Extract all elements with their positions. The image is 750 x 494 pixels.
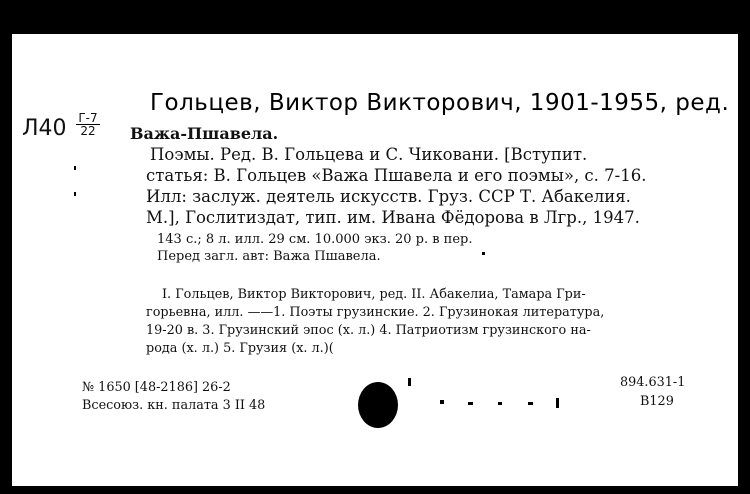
scan-noise-mark xyxy=(498,402,502,405)
catalog-card xyxy=(12,34,738,486)
call-number-fraction xyxy=(76,112,100,137)
handwritten-heading: Гольцев, Виктор Викторович, 1901-1955, ред. xyxy=(150,90,730,116)
book-title: Важа-Пшавела. xyxy=(130,124,279,143)
note-line: Перед загл. авт: Важа Пшавела. xyxy=(157,249,381,264)
footer-classification: 894.631-1 xyxy=(620,375,686,390)
scan-noise-mark xyxy=(74,192,76,196)
tracing-line: горьевна, илл. ——1. Поэты грузинские. 2. Грузинокая литература, xyxy=(146,305,605,320)
description-line: Поэмы. Ред. В. Гольцева и С. Чиковани. [Вступит. xyxy=(150,145,588,164)
description-line: Илл: заслуж. деятель искусств. Груз. ССР Т. Абакелия. xyxy=(146,187,631,206)
footer-chamber-date: Всесоюз. кн. палата 3 II 48 xyxy=(82,398,266,413)
scan-noise-mark xyxy=(440,400,444,404)
tracing-line: I. Гольцев, Виктор Викторович, ред. II. Абакелиа, Тамара Гри- xyxy=(162,287,586,302)
description-line: статья: В. Гольцев «Важа Пшавела и его поэмы», с. 7-16. xyxy=(146,166,647,185)
call-number-bottom: 22 xyxy=(80,124,96,138)
footer-author-mark: В129 xyxy=(640,394,674,409)
ink-blot xyxy=(358,382,398,428)
scan-noise-mark xyxy=(468,402,473,405)
tracing-line: 19-20 в. 3. Грузинский эпос (х. л.) 4. Патриотизм грузинского на- xyxy=(146,323,591,338)
footer-registry-number: № 1650 [48-2186] 26-2 xyxy=(82,380,231,395)
scan-noise-mark xyxy=(556,398,559,408)
description-line: М.], Гослитиздат, тип. им. Ивана Фёдорова в Лгр., 1947. xyxy=(146,208,640,227)
collation-line: 143 с.; 8 л. илл. 29 см. 10.000 экз. 20 р. в пер. xyxy=(157,232,473,247)
tracing-line: рода (х. л.) 5. Грузия (х. л.)( xyxy=(146,341,334,356)
call-number-top: Г-7 xyxy=(78,111,98,125)
call-number-main: Л40 xyxy=(22,116,67,141)
scan-noise-mark xyxy=(408,378,411,386)
scan-noise-mark xyxy=(528,402,533,405)
scan-noise-mark xyxy=(74,166,76,170)
scan-noise-mark xyxy=(482,252,485,255)
